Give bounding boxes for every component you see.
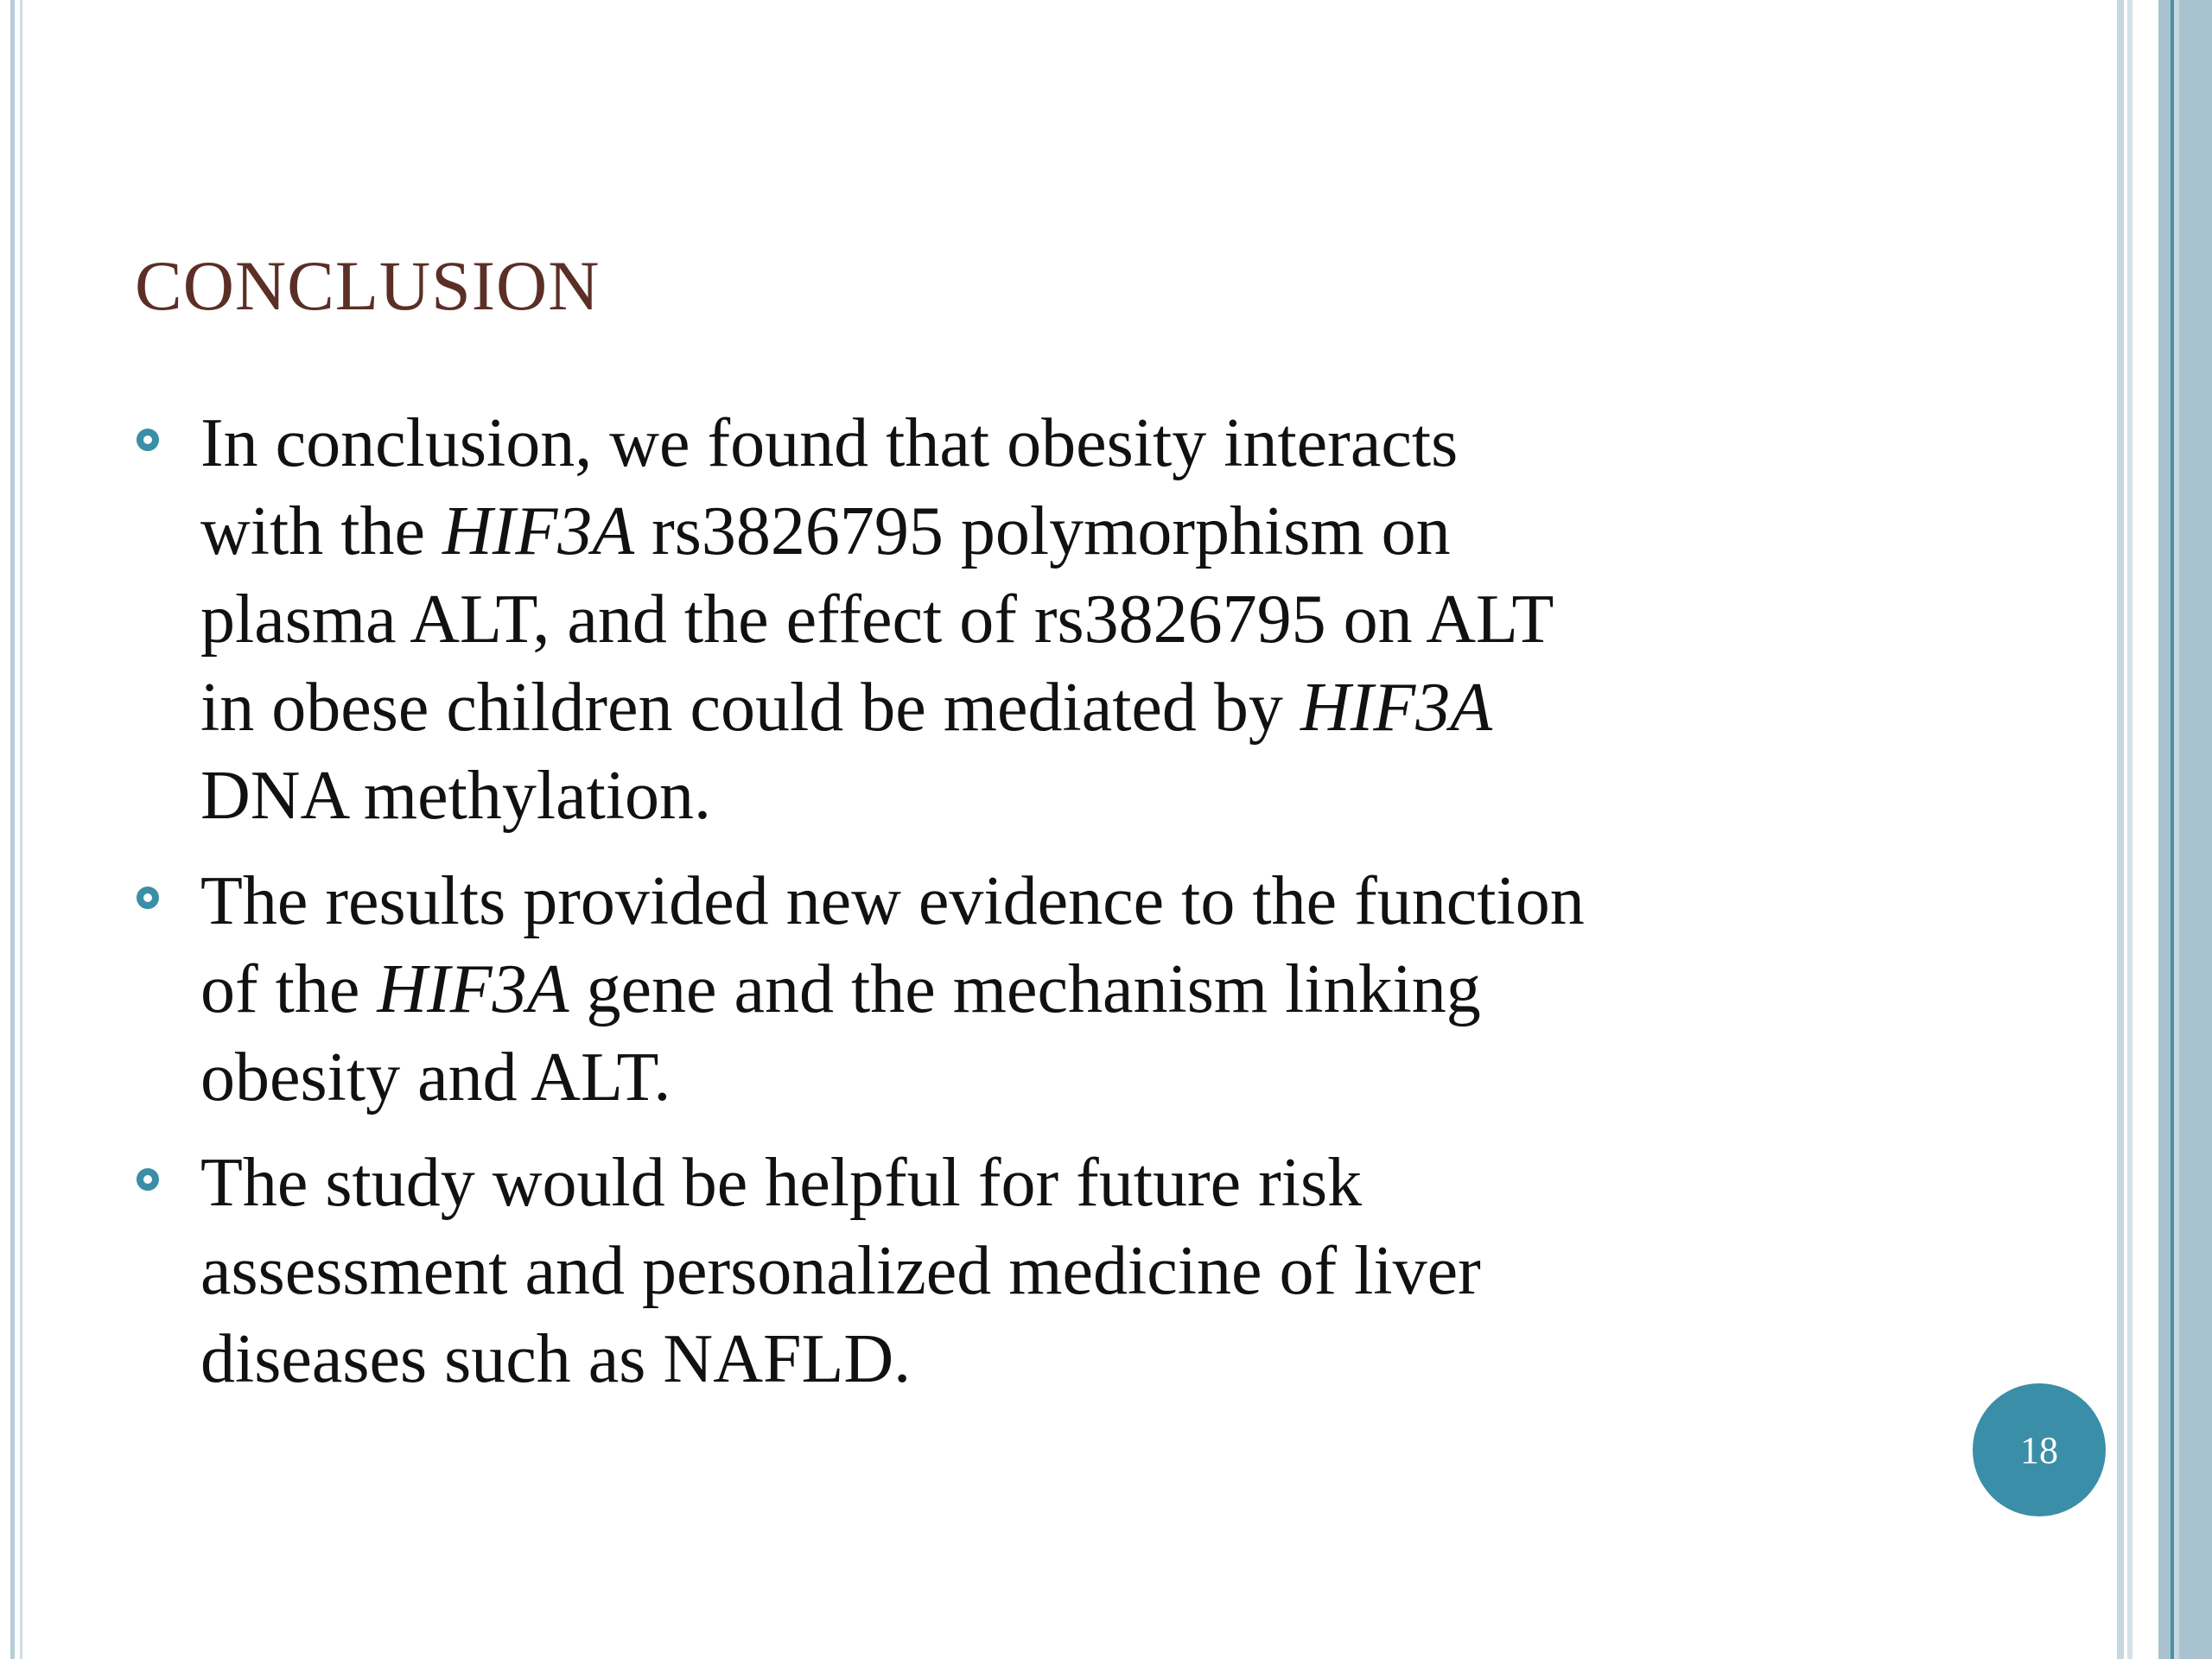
- bullet-item: [131, 1139, 2075, 1403]
- gene-name: HIF3A: [442, 493, 635, 569]
- left-border-line-inner: [20, 0, 22, 1659]
- bullet-line: diseases such as NAFLD.: [200, 1321, 912, 1397]
- left-border-line: [10, 0, 15, 1659]
- bullet-line: The results provided new evidence to the function: [200, 863, 1585, 939]
- bullet-line: assessment and personalized medicine of liver: [200, 1233, 1481, 1309]
- bullet-circle-icon: [137, 887, 159, 909]
- right-border-strip: [2117, 0, 2212, 1659]
- page-number: 18: [2020, 1428, 2058, 1471]
- bullet-line: of the HIF3A gene and the mechanism linking: [200, 951, 1481, 1027]
- bullet-line: obesity and ALT.: [200, 1039, 671, 1116]
- bullet-line: In conclusion, we found that obesity interacts: [200, 405, 1459, 481]
- gene-name: HIF3A: [1300, 670, 1493, 746]
- bullet-line: in obese children could be mediated by HIF3A: [200, 670, 1493, 746]
- bullet-line: The study would be helpful for future risk: [200, 1145, 1363, 1221]
- bullet-item: [131, 399, 2075, 840]
- bullet-line: with the HIF3A rs3826795 polymorphism on: [200, 493, 1451, 569]
- bullet-circle-icon: [137, 1168, 159, 1191]
- bullet-line: plasma ALT, and the effect of rs3826795 on ALT: [200, 582, 1554, 658]
- slide-title: CONCLUSION: [135, 246, 601, 325]
- gene-name: HIF3A: [377, 951, 569, 1027]
- bullet-item: [131, 857, 2075, 1122]
- bullet-circle-icon: [137, 429, 159, 451]
- page-number-badge: [1973, 1383, 2106, 1516]
- bullet-list: [131, 399, 2075, 1421]
- bullet-line: DNA methylation.: [200, 758, 712, 834]
